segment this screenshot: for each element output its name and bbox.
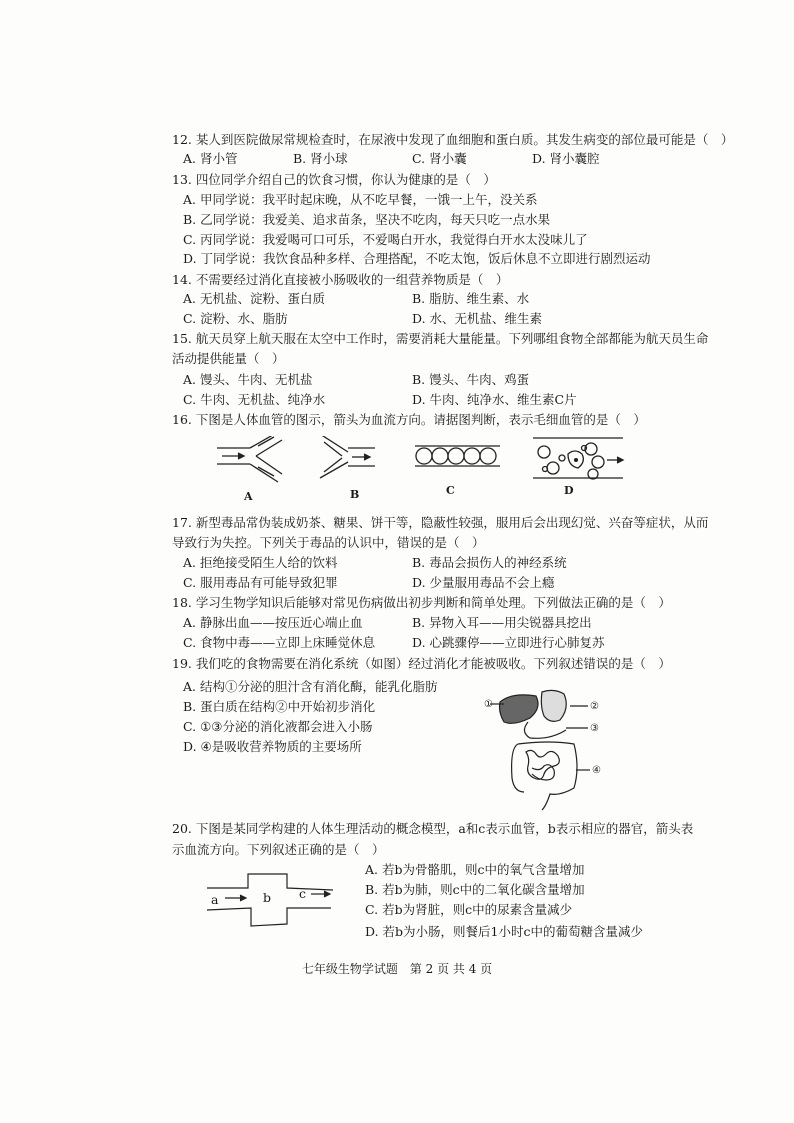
question-18-stem: 18. 学习生物学知识后能够对常见伤病做出初步判断和简单处理。下列做法正确的是（ ）	[172, 595, 671, 610]
concept-model-figure	[205, 872, 340, 937]
question-16-stem: 16. 下图是人体血管的图示，箭头为血流方向。请据图判断，表示毛细血管的是（ ）	[172, 412, 646, 427]
vessel-c-capillary	[415, 446, 500, 466]
question-19-stem: 19. 我们吃的食物需要在消化系统（如图）经过消化才能被吸收。下列叙述错误的是（ ）	[172, 656, 671, 671]
q14-option-a: A. 无机盐、淀粉、蛋白质	[183, 291, 325, 306]
q13-option-a: A. 甲同学说：我平时起床晚，从不吃早餐，一饿一上午，没关系	[183, 192, 538, 207]
q19-option-a: A. 结构①分泌的胆汁含有消化酶，能乳化脂肪	[183, 679, 438, 694]
question-20-stem-cont: 示血流方向。下列叙述正确的是（ ）	[172, 842, 385, 857]
question-15-stem: 15. 航天员穿上航天服在太空中工作时，需要消耗大量能量。下列哪组食物全部都能为航天员生命	[172, 331, 709, 346]
page-footer: 七年级生物学试题 第 2 页 共 4 页	[301, 962, 493, 976]
q18-option-b: B. 异物入耳——用尖锐器具挖出	[412, 615, 592, 630]
q13-option-b: B. 乙同学说：我爱美、追求苗条，坚决不吃肉，每天只吃一点水果	[183, 212, 551, 227]
q20-option-c: C. 若b为肾脏，则c中的尿素含量减少	[365, 902, 573, 917]
q15-option-b: B. 馒头、牛肉、鸡蛋	[412, 372, 530, 387]
large-intestine	[512, 742, 577, 810]
digestive-label-1: ①	[484, 699, 493, 710]
q15-option-c: C. 牛肉、无机盐、纯净水	[183, 392, 326, 407]
figure-label-c: C	[446, 484, 455, 497]
question-17-stem-cont: 导致行为失控。下列关于毒品的认识中，错误的是（ ）	[172, 535, 485, 550]
q14-option-d: D. 水、无机盐、维生素	[412, 311, 543, 326]
figure-label-a: A	[244, 490, 253, 503]
question-14-stem: 14. 不需要经过消化直接被小肠吸收的一组营养物质是（ ）	[172, 272, 509, 287]
stomach	[541, 690, 566, 721]
q19-option-b: B. 蛋白质在结构②中开始初步消化	[183, 699, 376, 714]
q20-option-a: A. 若b为骨骼肌，则c中的氧气含量增加	[365, 862, 585, 877]
q18-option-c: C. 食物中毒——立即上床睡觉休息	[183, 635, 376, 650]
vessel-b-merging	[320, 436, 375, 478]
q12-option-d: D. 肾小囊腔	[532, 151, 600, 166]
q17-option-d: D. 少量服用毒品不会上瘾	[412, 575, 555, 590]
q19-option-d: D. ④是吸收营养物质的主要场所	[183, 739, 362, 754]
q17-option-c: C. 服用毒品有可能导致犯罪	[183, 575, 338, 590]
model-label-a: a	[211, 892, 219, 907]
figure-label-b: B	[350, 488, 360, 501]
liver	[500, 695, 539, 723]
q12-option-a: A. 肾小管	[183, 151, 238, 166]
q19-option-c: C. ①③分泌的消化液都会进入小肠	[183, 719, 373, 734]
q13-option-c: C. 丙同学说：我爱喝可口可乐，不爱喝白开水，我觉得白开水太没味儿了	[183, 232, 588, 247]
vessel-a-branching	[217, 436, 282, 482]
model-label-c: c	[299, 886, 307, 901]
q13-option-d: D. 丁同学说：我饮食品种多样、合理搭配，不吃太饱，饭后休息不立即进行剧烈运动	[183, 251, 651, 266]
question-17-stem: 17. 新型毒品常伪装成奶茶、糖果、饼干等，隐蔽性较强，服用后会出现幻觉、兴奋等症状，从而	[172, 515, 709, 530]
digestive-label-4: ④	[592, 765, 601, 776]
q15-option-a: A. 馒头、牛肉、无机盐	[183, 372, 313, 387]
q17-option-a: A. 拒绝接受陌生人给的饮料	[183, 555, 338, 570]
blood-vessel-figure	[200, 436, 640, 506]
q20-option-d: D. 若b为小肠，则餐后1小时c中的葡萄糖含量减少	[365, 924, 643, 939]
q20-option-b: B. 若b为肺，则c中的二氧化碳含量增加	[365, 882, 585, 897]
question-12-stem: 12. 某人到医院做尿常规检查时，在尿液中发现了血细胞和蛋白质。其发生病变的部位最可能是（ ）	[172, 132, 734, 147]
q18-option-a: A. 静脉出血——按压近心端止血	[183, 615, 363, 630]
pancreas-duodenum	[524, 722, 566, 738]
digestive-label-3: ③	[590, 723, 599, 734]
figure-label-d: D	[564, 484, 574, 497]
q12-option-b: B. 肾小球	[293, 151, 348, 166]
q17-option-b: B. 毒品会损伤人的神经系统	[412, 555, 567, 570]
q15-option-d: D. 牛肉、纯净水、维生素C片	[412, 392, 577, 407]
q14-option-b: B. 脂肪、维生素、水	[412, 291, 530, 306]
q14-option-c: C. 淀粉、水、脂肪	[183, 311, 288, 326]
question-15-stem-cont: 活动提供能量（ ）	[172, 351, 285, 366]
question-13-stem: 13. 四位同学介绍自己的饮食习惯，你认为健康的是（ ）	[172, 172, 496, 187]
small-intestine	[526, 750, 559, 780]
vessel-d-blood-cells	[533, 438, 623, 479]
question-20-stem: 20. 下图是某同学构建的人体生理活动的概念模型，a和c表示血管，b表示相应的器官，箭头表	[172, 821, 694, 836]
model-label-b: b	[263, 890, 272, 905]
q18-option-d: D. 心跳骤停——立即进行心肺复苏	[412, 635, 605, 650]
q12-option-c: C. 肾小囊	[412, 151, 467, 166]
digestive-label-2: ②	[590, 701, 599, 712]
